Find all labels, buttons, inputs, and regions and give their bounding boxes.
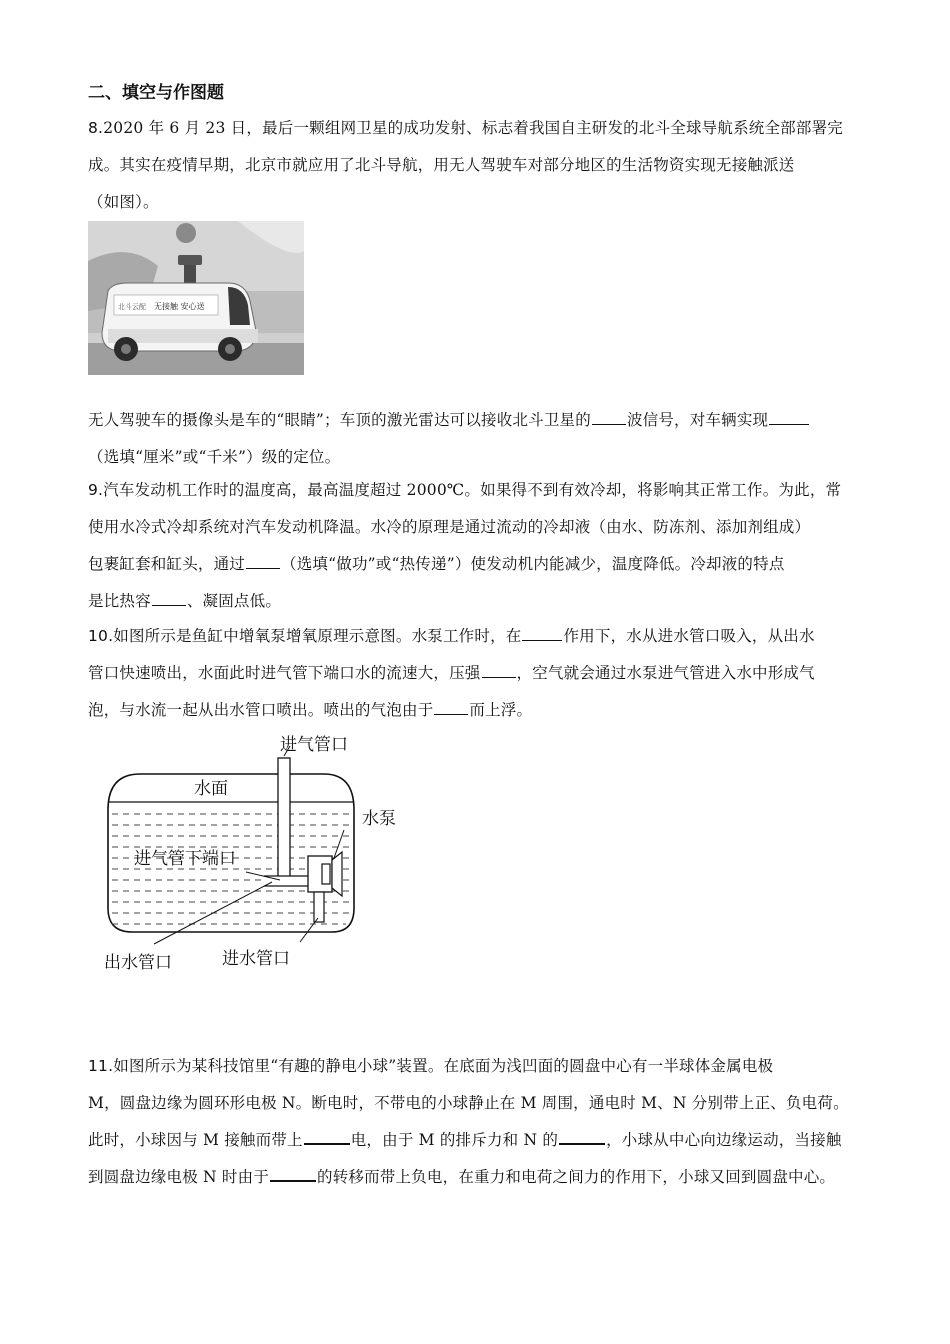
q10-line-3: 泡，与水流一起从出水管口喷出。喷出的气泡由于 而上浮。 — [88, 701, 533, 719]
label-pump: 水泵 — [362, 809, 396, 829]
q11-line-1: 11.如图所示为某科技馆里“有趣的静电小球”装置。在底面为浅凹面的圆盘中心有一半球体金属电极 — [88, 1057, 774, 1075]
q9-line-3: 包裹缸套和缸头，通过 （选填“做功”或“热传递”）使发动机内能减少，温度降低。冷却液的特点 — [88, 555, 785, 573]
q10-number: 10. — [88, 627, 114, 645]
q8-number: 8. — [88, 119, 104, 137]
q8-line-3: （如图）。 — [88, 193, 159, 211]
photo-sign-text: 无接触 安心送 — [154, 302, 205, 311]
q11-number: 11. — [88, 1057, 114, 1075]
q9-number: 9. — [88, 481, 104, 499]
aquarium-pump-diagram — [96, 732, 416, 982]
q9-blank-2[interactable] — [152, 591, 186, 606]
label-water-surface: 水面 — [194, 779, 228, 799]
q9-line-1: 9.汽车发动机工作时的温度高，最高温度超过 2000℃。如果得不到有效冷却，将影响其正常工作。为此，常 — [88, 481, 842, 499]
q10-line-2: 管口快速喷出，水面此时进气管下端口水的流速大，压强 ，空气就会通过水泵进气管进入水中形成气 — [88, 664, 815, 682]
q8-blank-1[interactable] — [592, 410, 626, 425]
label-water-outlet: 出水管口 — [104, 953, 172, 973]
q11-blank-3[interactable] — [270, 1166, 316, 1182]
q10-blank-3[interactable] — [434, 700, 468, 715]
label-water-inlet: 进水管口 — [222, 949, 290, 969]
q8-line-1: 8.2020 年 6 月 23 日，最后一颗组网卫星的成功发射、标志着我国自主研发的北斗全球导航系统全部部署完 — [88, 119, 843, 137]
q8-blank-2[interactable] — [769, 410, 809, 425]
label-air-lower-end: 进气管下端口 — [134, 849, 236, 869]
photo-sign-brand: 北斗云配 — [118, 303, 146, 311]
q11-blank-1[interactable] — [304, 1129, 350, 1145]
q8-line-2: 成。其实在疫情早期，北京市就应用了北斗导航，用无人驾驶车对部分地区的生活物资实现无接触派送 — [88, 156, 795, 174]
driverless-car-photo — [88, 221, 304, 375]
q10-blank-1[interactable] — [522, 626, 562, 641]
q9-line-4: 是比热容 、凝固点低。 — [88, 592, 282, 610]
q9-line-2: 使用水冷式冷却系统对汽车发动机降温。水冷的原理是通过流动的冷却液（由水、防冻剂、添加剂组成） — [88, 518, 811, 536]
section-heading: 二、填空与作图题 — [88, 83, 224, 103]
q11-line-3: 此时，小球因与 M 接触而带上 电，由于 M 的排斥力和 N 的 ，小球从中心向边缘运动，当接触 — [88, 1131, 842, 1149]
q8-question-line-1: 无人驾驶车的摄像头是车的“眼睛”；车顶的激光雷达可以接收北斗卫星的 波信号，对车辆实现 — [88, 408, 810, 430]
q10-line-1: 10.如图所示是鱼缸中增氧泵增氧原理示意图。水泵工作时，在 作用下，水从进水管口吸入，从出水 — [88, 627, 815, 645]
q11-line-2: M，圆盘边缘为圆环形电极 N。断电时，不带电的小球静止在 M 周围，通电时 M、N 分别带上正、负电荷。 — [88, 1094, 849, 1112]
label-air-inlet: 进气管口 — [280, 735, 348, 755]
q8-question-line-2: （选填“厘米”或“千米”）级的定位。 — [88, 448, 341, 466]
q9-blank-1[interactable] — [246, 554, 280, 569]
q11-line-4: 到圆盘边缘电极 N 时由于 的转移而带上负电，在重力和电荷之间力的作用下，小球又回到圆盘中心。 — [88, 1168, 836, 1186]
q11-blank-2[interactable] — [559, 1129, 605, 1145]
q10-blank-2[interactable] — [482, 663, 516, 678]
